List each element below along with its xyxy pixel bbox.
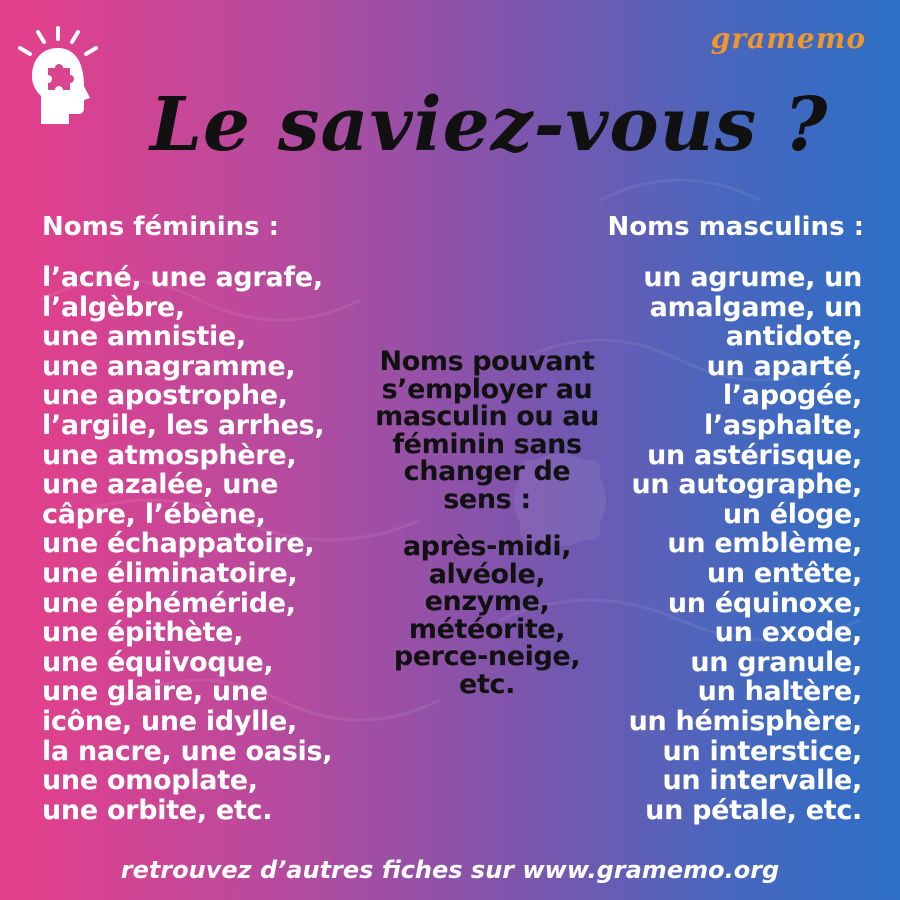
list-item: une épithète, <box>42 617 244 649</box>
list-item: un pétale, etc. <box>645 794 862 826</box>
list-item: la nacre, une oasis, <box>42 735 333 767</box>
list-item: après-midi, <box>402 531 572 562</box>
head-puzzle-logo-icon <box>14 26 100 126</box>
list-item: amalgame, un <box>649 291 862 323</box>
list-item: l’asphalte, <box>703 409 862 441</box>
list-item: un granule, <box>690 646 862 678</box>
epicene-heading-line: changer de <box>403 456 571 487</box>
list-item: un exode, <box>714 617 862 649</box>
feminine-noun-list <box>42 263 332 825</box>
list-item: une glaire, une <box>42 676 268 708</box>
list-item: une équivoque, <box>42 646 274 678</box>
list-item: icône, une idylle, <box>42 705 298 737</box>
list-item: un intervalle, <box>662 765 862 797</box>
epicene-heading-line: masculin ou au <box>375 401 599 432</box>
list-item: un entête, <box>706 557 862 589</box>
list-item: un emblème, <box>667 528 862 560</box>
list-item: une éphéméride, <box>42 587 296 619</box>
list-item: météorite, <box>408 613 566 645</box>
masculine-noun-list <box>629 263 862 825</box>
brand-logo-text: gramemo <box>710 22 866 55</box>
list-item: une orbite, etc. <box>42 794 273 826</box>
list-item: etc. <box>459 668 515 700</box>
list-item: une anagramme, <box>42 350 296 382</box>
epicene-heading-line: Noms pouvant <box>379 346 595 377</box>
list-item: perce-neige, <box>393 641 581 672</box>
list-item: l’algèbre, <box>42 291 185 323</box>
epicene-noun-list <box>360 533 614 698</box>
list-item: câpre, l’ébène, <box>42 498 266 530</box>
page-title: Le saviez-vous ? <box>150 82 829 168</box>
list-item: un haltère, <box>697 676 862 708</box>
list-item: une omoplate, <box>42 765 258 797</box>
list-item: l’acné, une agrafe, <box>42 262 323 293</box>
list-item: un hémisphère, <box>628 705 862 737</box>
masculine-heading: Noms masculins : <box>607 212 864 242</box>
feminine-heading: Noms féminins : <box>42 212 280 242</box>
list-item: antidote, <box>725 321 862 353</box>
epicene-heading-line: féminin sans <box>392 428 582 460</box>
list-item: un éloge, <box>722 498 862 530</box>
epicene-heading-line: s’employer au <box>381 373 593 405</box>
list-item: un aparté, <box>706 350 862 382</box>
epicene-heading <box>360 348 614 513</box>
list-item: alvéole, <box>428 558 546 590</box>
list-item: une éliminatoire, <box>42 557 298 589</box>
list-item: une azalée, une <box>42 469 279 501</box>
epicene-noun-box <box>360 348 614 698</box>
list-item: une échappatoire, <box>42 528 315 560</box>
epicene-heading-line: sens : <box>443 483 531 515</box>
list-item: un équinoxe, <box>667 587 862 619</box>
list-item: un interstice, <box>662 735 862 767</box>
list-item: une atmosphère, <box>42 439 297 471</box>
list-item: une apostrophe, <box>42 380 288 412</box>
list-item: un agrume, un <box>643 262 862 293</box>
list-item: un autographe, <box>631 469 862 501</box>
list-item: un astérisque, <box>647 439 862 471</box>
footer-website-text: retrouvez d’autres fiches sur www.gramemo.org <box>120 856 780 884</box>
list-item: l’argile, les arrhes, <box>42 409 325 441</box>
list-item: une amnistie, <box>42 321 246 353</box>
list-item: enzyme, <box>424 586 550 617</box>
list-item: l’apogée, <box>722 380 862 412</box>
